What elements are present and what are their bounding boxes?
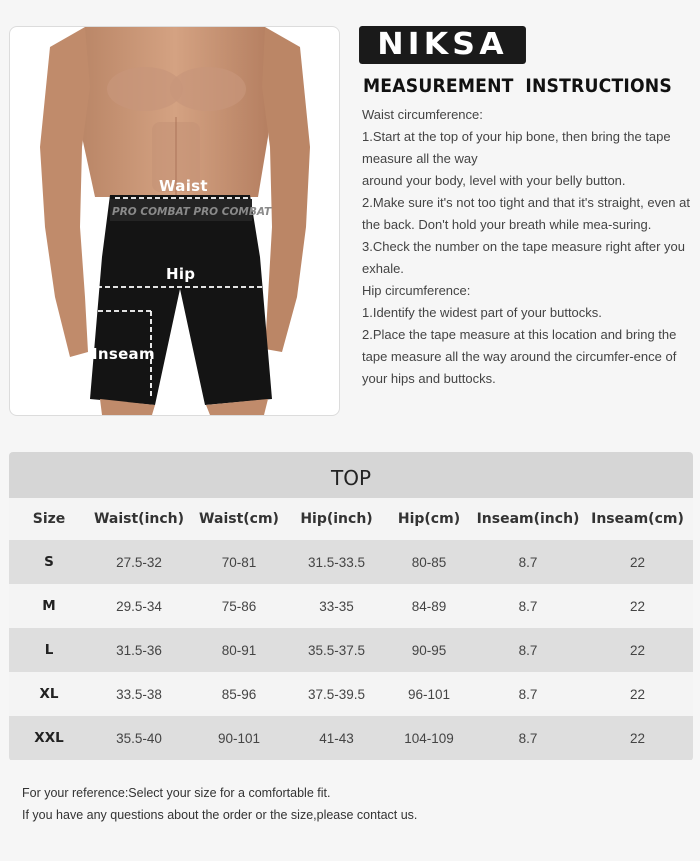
table-row [9, 540, 693, 584]
table-cell: 22 [582, 584, 693, 628]
table-cell: 96-101 [384, 672, 474, 716]
hip-step-1: 1.Identify the widest part of your buttocks. [362, 305, 602, 320]
table-cell: XL [9, 672, 89, 716]
table-cell: 8.7 [474, 584, 582, 628]
hip-heading: Hip circumference: [362, 283, 471, 298]
table-cell: 37.5-39.5 [289, 672, 384, 716]
table-cell: 8.7 [474, 628, 582, 672]
waistband-text: PRO COMBAT PRO COMBAT [112, 206, 272, 218]
header-hip-cm: Hip(cm) [384, 498, 474, 540]
table-cell: 90-95 [384, 628, 474, 672]
waist-heading: Waist circumference: [362, 107, 483, 122]
size-table [9, 498, 693, 760]
table-cell: 33.5-38 [89, 672, 189, 716]
waist-step-1: 1.Start at the top of your hip bone, then bring the tape measure all the way [362, 129, 671, 166]
table-cell: 22 [582, 540, 693, 584]
hip-step-2: 2.Place the tape measure at this location and bring the tape measure all the way around the circumfer-ence of your hips and buttocks. [362, 327, 677, 386]
table-cell: 8.7 [474, 540, 582, 584]
brand-logo: NIKSA [359, 26, 526, 64]
table-cell: S [9, 540, 89, 584]
table-row [9, 584, 693, 628]
table-cell: 80-85 [384, 540, 474, 584]
table-header-row [9, 498, 693, 540]
header-inseam-inch: Inseam(inch) [474, 498, 582, 540]
table-cell: 75-86 [189, 584, 289, 628]
header-waist-inch: Waist(inch) [89, 498, 189, 540]
table-cell: 35.5-37.5 [289, 628, 384, 672]
table-cell: 22 [582, 672, 693, 716]
waist-step-2: 2.Make sure it's not too tight and that it's straight, even at the back. Don't hold your breath while mea-suring. [362, 195, 690, 232]
table-cell: L [9, 628, 89, 672]
instructions-title: MEASUREMENT INSTRUCTIONS [363, 76, 672, 97]
size-chart [9, 452, 693, 761]
table-cell: 29.5-34 [89, 584, 189, 628]
waist-label: Waist [159, 177, 208, 195]
table-cell: M [9, 584, 89, 628]
table-cell: 8.7 [474, 672, 582, 716]
waist-step-1b: around your body, level with your belly button. [362, 173, 626, 188]
table-cell: 33-35 [289, 584, 384, 628]
table-cell: 8.7 [474, 716, 582, 760]
inseam-label: Inseam [92, 345, 155, 363]
table-cell: 27.5-32 [89, 540, 189, 584]
table-row [9, 672, 693, 716]
header-waist-cm: Waist(cm) [189, 498, 289, 540]
hip-label: Hip [166, 265, 196, 283]
instructions-body [362, 104, 692, 390]
header-hip-inch: Hip(inch) [289, 498, 384, 540]
table-cell: 35.5-40 [89, 716, 189, 760]
table-cell: 80-91 [189, 628, 289, 672]
table-cell: 85-96 [189, 672, 289, 716]
table-cell: XXL [9, 716, 89, 760]
table-cell: 22 [582, 716, 693, 760]
product-figure [9, 26, 340, 416]
model-illustration [10, 27, 339, 415]
footer-notes [22, 782, 417, 826]
table-row [9, 628, 693, 672]
table-cell: 70-81 [189, 540, 289, 584]
table-cell: 41-43 [289, 716, 384, 760]
table-cell: 90-101 [189, 716, 289, 760]
table-cell: 22 [582, 628, 693, 672]
header-inseam-cm: Inseam(cm) [582, 498, 693, 540]
footer-line-1: For your reference:Select your size for a comfortable fit. [22, 786, 331, 800]
size-chart-title: TOP [9, 452, 693, 498]
table-cell: 84-89 [384, 584, 474, 628]
table-cell: 31.5-33.5 [289, 540, 384, 584]
table-cell: 31.5-36 [89, 628, 189, 672]
table-row [9, 716, 693, 760]
table-cell: 104-109 [384, 716, 474, 760]
waist-step-3: 3.Check the number on the tape measure right after you exhale. [362, 239, 686, 276]
header-size: Size [9, 498, 89, 540]
footer-line-2: If you have any questions about the order or the size,please contact us. [22, 808, 418, 822]
